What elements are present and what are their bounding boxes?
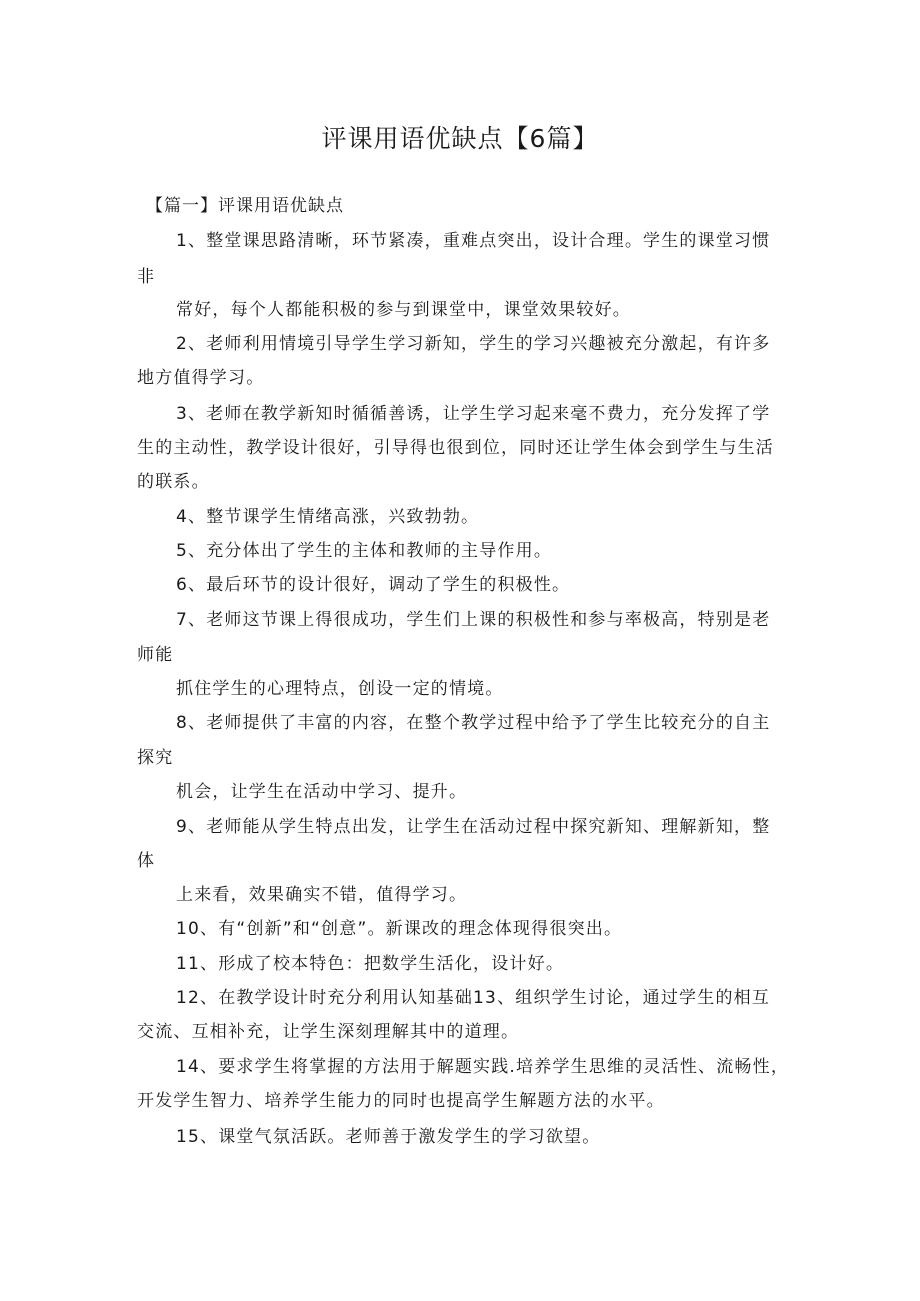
paragraph-line: 10、有“创新”和“创意”。新课改的理念体现得很突出。 (176, 919, 623, 939)
paragraph-line: 11、形成了校本特色：把数学生活化，设计好。 (176, 954, 565, 974)
paragraph-line: 5、充分体出了学生的主体和教师的主导作用。 (176, 541, 553, 561)
section-heading: 【篇一】评课用语优缺点 (146, 196, 344, 216)
paragraph-line: 的联系。 (137, 472, 210, 492)
paragraph-line: 机会，让学生在活动中学习、提升。 (176, 782, 468, 802)
paragraph-line: 3、老师在教学新知时循循善诱，让学生学习起来毫不费力，充分发挥了学 (176, 404, 771, 424)
paragraph-line: 2、老师利用情境引导学生学习新知，学生的学习兴趣被充分激起，有许多 (176, 334, 771, 354)
paragraph-line: 6、最后环节的设计很好，调动了学生的积极性。 (176, 575, 571, 595)
paragraph-line: 8、老师提供了丰富的内容，在整个教学过程中给予了学生比较充分的自主 (176, 713, 771, 733)
paragraph-line: 交流、互相补充，让学生深刻理解其中的道理。 (137, 1022, 520, 1042)
paragraph-line: 非 (137, 267, 156, 287)
paragraph-line: 14、要求学生将掌握的方法用于解题实践.培养学生思维的灵活性、流畅性， (176, 1057, 790, 1077)
paragraph-line: 上来看，效果确实不错，值得学习。 (176, 885, 468, 905)
paragraph-line: 1、整堂课思路清晰，环节紧凑，重难点突出，设计合理。学生的课堂习惯 (176, 231, 771, 251)
paragraph-line: 生的主动性，教学设计很好，引导得也很到位，同时还让学生体会到学生与生活 (137, 438, 774, 458)
paragraph-line: 体 (137, 851, 156, 871)
paragraph-line: 师能 (137, 645, 174, 665)
paragraph-line: 地方值得学习。 (137, 368, 265, 388)
paragraph-line: 4、整节课学生情绪高涨，兴致勃勃。 (176, 507, 480, 527)
paragraph-line: 常好，每个人都能积极的参与到课堂中，课堂效果较好。 (176, 300, 631, 320)
paragraph-line: 抓住学生的心理特点，创设一定的情境。 (176, 679, 504, 699)
paragraph-line: 15、课堂气氛活跃。老师善于激发学生的学习欲望。 (176, 1127, 601, 1147)
page-title: 评课用语优缺点【6篇】 (321, 124, 599, 153)
paragraph-line: 探究 (137, 748, 174, 768)
paragraph-line: 12、在教学设计时充分利用认知基础13、组织学生讨论，通过学生的相互 (176, 988, 771, 1008)
paragraph-line: 开发学生智力、培养学生能力的同时也提高学生解题方法的水平。 (137, 1091, 665, 1111)
paragraph-line: 9、老师能从学生特点出发，让学生在活动过程中探究新知、理解新知，整 (176, 817, 771, 837)
paragraph-line: 7、老师这节课上得很成功，学生们上课的积极性和参与率极高，特别是老 (176, 610, 771, 630)
